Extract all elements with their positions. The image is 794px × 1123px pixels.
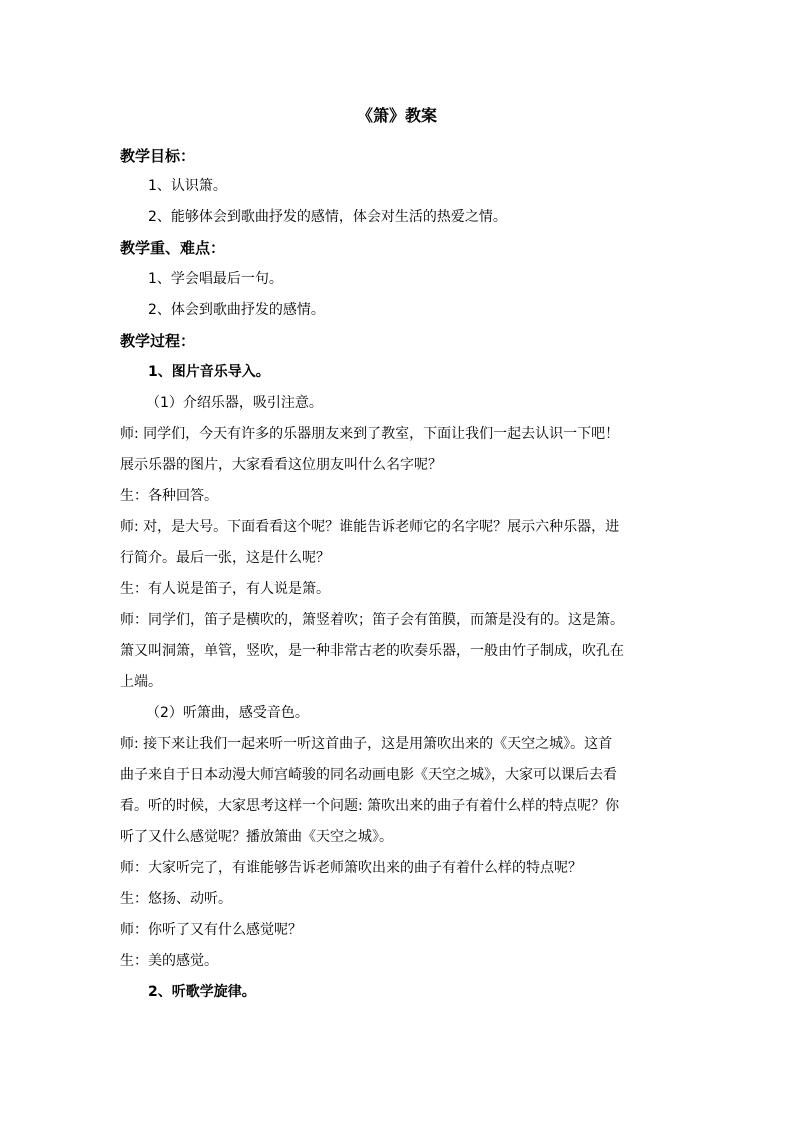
sub-heading: （2）听箫曲，感受音色。 <box>146 705 309 721</box>
key-points-heading: 教学重、难点： <box>120 239 226 257</box>
paragraph-line: 生：美的感觉。 <box>120 953 218 969</box>
objective-item: 2、能够体会到歌曲抒发的感情，体会对生活的热爱之情。 <box>148 209 507 225</box>
process-heading: 教学过程： <box>120 332 196 350</box>
paragraph-line: 生：有人说是笛子，有人说是箫。 <box>120 581 330 597</box>
paragraph-line: 展示乐器的图片，大家看看这位朋友叫什么名字呢？ <box>120 457 442 473</box>
paragraph-line: 师：大家听完了，有谁能够告诉老师箫吹出来的曲子有着什么样的特点呢？ <box>120 860 582 876</box>
paragraph-line: 师: 对，是大号。下面看看这个呢？谁能告诉老师它的名字呢？展示六种乐器，进 <box>120 519 620 535</box>
paragraph-line: 上端。 <box>120 674 162 690</box>
sub-heading: （1）介绍乐器，吸引注意。 <box>146 395 323 411</box>
step-heading: 2、听歌学旋律。 <box>148 984 256 1000</box>
paragraph-line: 生：各种回答。 <box>120 488 218 504</box>
step-heading: 1、图片音乐导入。 <box>148 364 270 380</box>
paragraph-line: 师：你听了又有什么感觉呢？ <box>120 922 302 938</box>
paragraph-line: 曲子来自于日本动漫大师宫崎骏的同名动画电影《天空之城》，大家可以课后去看 <box>120 767 617 783</box>
paragraph-line: 师：同学们，笛子是横吹的，箫竖着吹；笛子会有笛膜，而箫是没有的。这是箫。 <box>120 612 624 628</box>
page-title: 《箫》教案 <box>356 106 437 125</box>
key-point-item: 1、学会唱最后一句。 <box>148 271 283 287</box>
paragraph-line: 生：悠扬、动听。 <box>120 891 232 907</box>
paragraph-line: 箫又叫洞箫，单管，竖吹，是一种非常古老的吹奏乐器，一般由竹子制成，吹孔在 <box>120 643 624 659</box>
paragraph-line: 师: 接下来让我们一起来听一听这首曲子，这是用箫吹出来的《天空之城》。这首 <box>120 736 613 752</box>
paragraph-line: 行简介。最后一张，这是什么呢？ <box>120 550 330 566</box>
key-point-item: 2、体会到歌曲抒发的感情。 <box>148 302 325 318</box>
paragraph-line: 师: 同学们，今天有许多的乐器朋友来到了教室，下面让我们一起去认识一下吧！ <box>120 426 620 442</box>
objective-item: 1、认识箫。 <box>148 178 227 194</box>
paragraph-line: 看。听的时候，大家思考这样一个问题: 箫吹出来的曲子有着什么样的特点呢？你 <box>120 798 620 814</box>
paragraph-line: 听了又什么感觉呢？播放箫曲《天空之城》。 <box>120 829 393 845</box>
objectives-heading: 教学目标： <box>120 147 196 165</box>
